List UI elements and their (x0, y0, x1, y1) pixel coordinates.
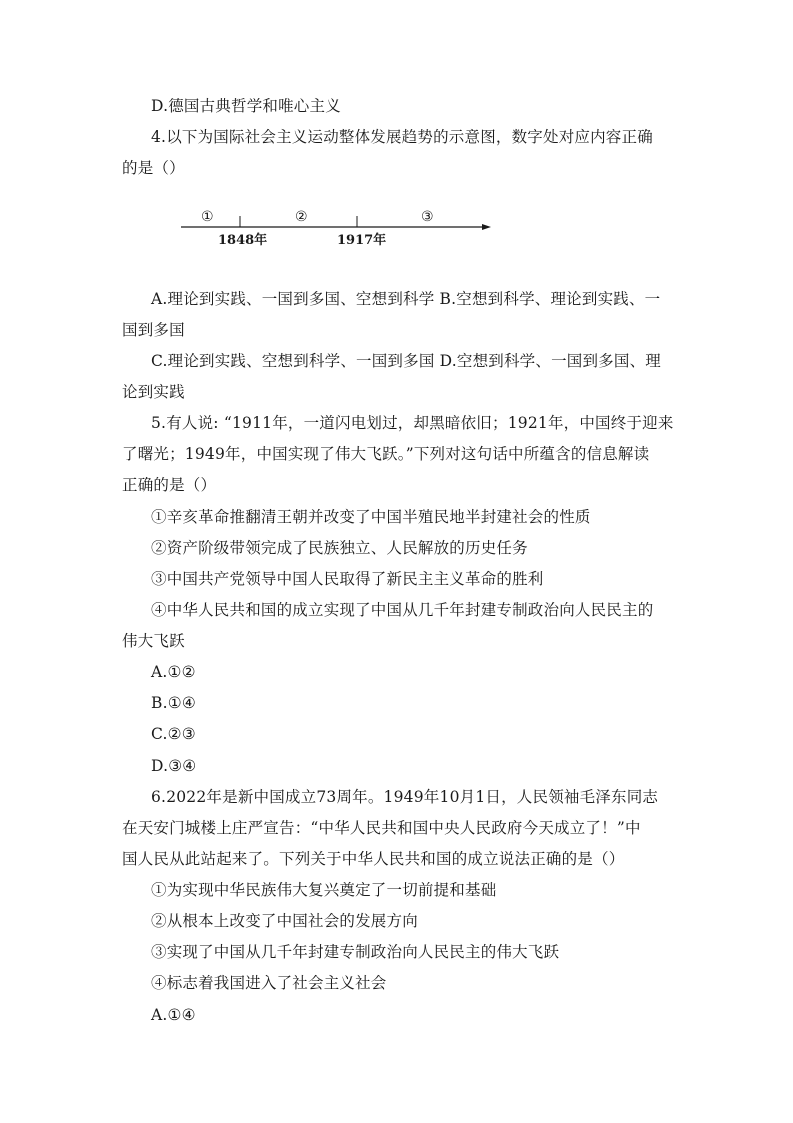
option-d-q3: D.德国古典哲学和唯心主义 (151, 97, 341, 115)
question-4-options-ab: A.理论到实践、一国到多国、空想到科学 B.空想到科学、理论到实践、一 (151, 290, 661, 308)
timeline-arrow-icon (482, 224, 491, 230)
question-5-option-b: B.①④ (151, 694, 196, 712)
question-6-stem-cont-2: 国人民从此站起来了。下列关于中华人民共和国的成立说法正确的是（） (122, 850, 625, 868)
question-4-options-ab-cont: 国到多国 (122, 321, 185, 339)
question-5-item-4: ④中华人民共和国的成立实现了中国从几千年封建专制政治向人民民主的 (151, 601, 654, 619)
question-5-stem: 5.有人说: “1911年，一道闪电划过，却黑暗依旧；1921年，中国终于迎来 (151, 414, 674, 432)
timeline-marker-1: ① (201, 209, 214, 225)
question-4-stem: 4.以下为国际社会主义运动整体发展趋势的示意图，数字处对应内容正确 (151, 128, 653, 146)
question-6-option-a: A.①④ (151, 1006, 196, 1024)
question-5-item-1: ①辛亥革命推翻清王朝并改变了中国半殖民地半封建社会的性质 (151, 508, 591, 526)
question-4-stem-cont: 的是（） (122, 159, 185, 177)
question-4-options-cd-cont: 论到实践 (122, 383, 185, 401)
timeline-diagram (178, 203, 498, 251)
question-6-item-1: ①为实现中华民族伟大复兴奠定了一切前提和基础 (151, 881, 497, 899)
question-6-stem: 6.2022年是新中国成立73周年。1949年10月1日，人民领袖毛泽东同志 (151, 788, 659, 806)
question-5-stem-cont-1: 了曙光；1949年，中国实现了伟大飞跃。”下列对这句话中所蕴含的信息解读 (122, 445, 650, 463)
question-5-stem-cont-2: 正确的是（） (122, 476, 217, 494)
question-6-item-3: ③实现了中国从几千年封建专制政治向人民民主的伟大飞跃 (151, 943, 560, 961)
timeline-marker-3: ③ (421, 209, 434, 225)
timeline-year-1917: 1917年 (337, 233, 387, 248)
timeline-year-1848: 1848年 (218, 233, 268, 248)
question-5-item-4-cont: 伟大飞跃 (122, 632, 185, 650)
question-5-option-d: D.③④ (151, 757, 197, 775)
question-6-item-2: ②从根本上改变了中国社会的发展方向 (151, 912, 418, 930)
question-5-item-3: ③中国共产党领导中国人民取得了新民主主义革命的胜利 (151, 570, 544, 588)
timeline-marker-2: ② (295, 209, 308, 225)
question-5-item-2: ②资产阶级带领完成了民族独立、人民解放的历史任务 (151, 539, 528, 557)
question-5-option-a: A.①② (151, 663, 196, 681)
question-6-item-4: ④标志着我国进入了社会主义社会 (151, 974, 387, 992)
question-5-option-c: C.②③ (151, 725, 196, 743)
question-6-stem-cont-1: 在天安门城楼上庄严宣告：“中华人民共和国中央人民政府今天成立了！”中 (122, 819, 641, 837)
question-4-options-cd: C.理论到实践、空想到科学、一国到多国 D.空想到科学、一国到多国、理 (151, 352, 661, 370)
